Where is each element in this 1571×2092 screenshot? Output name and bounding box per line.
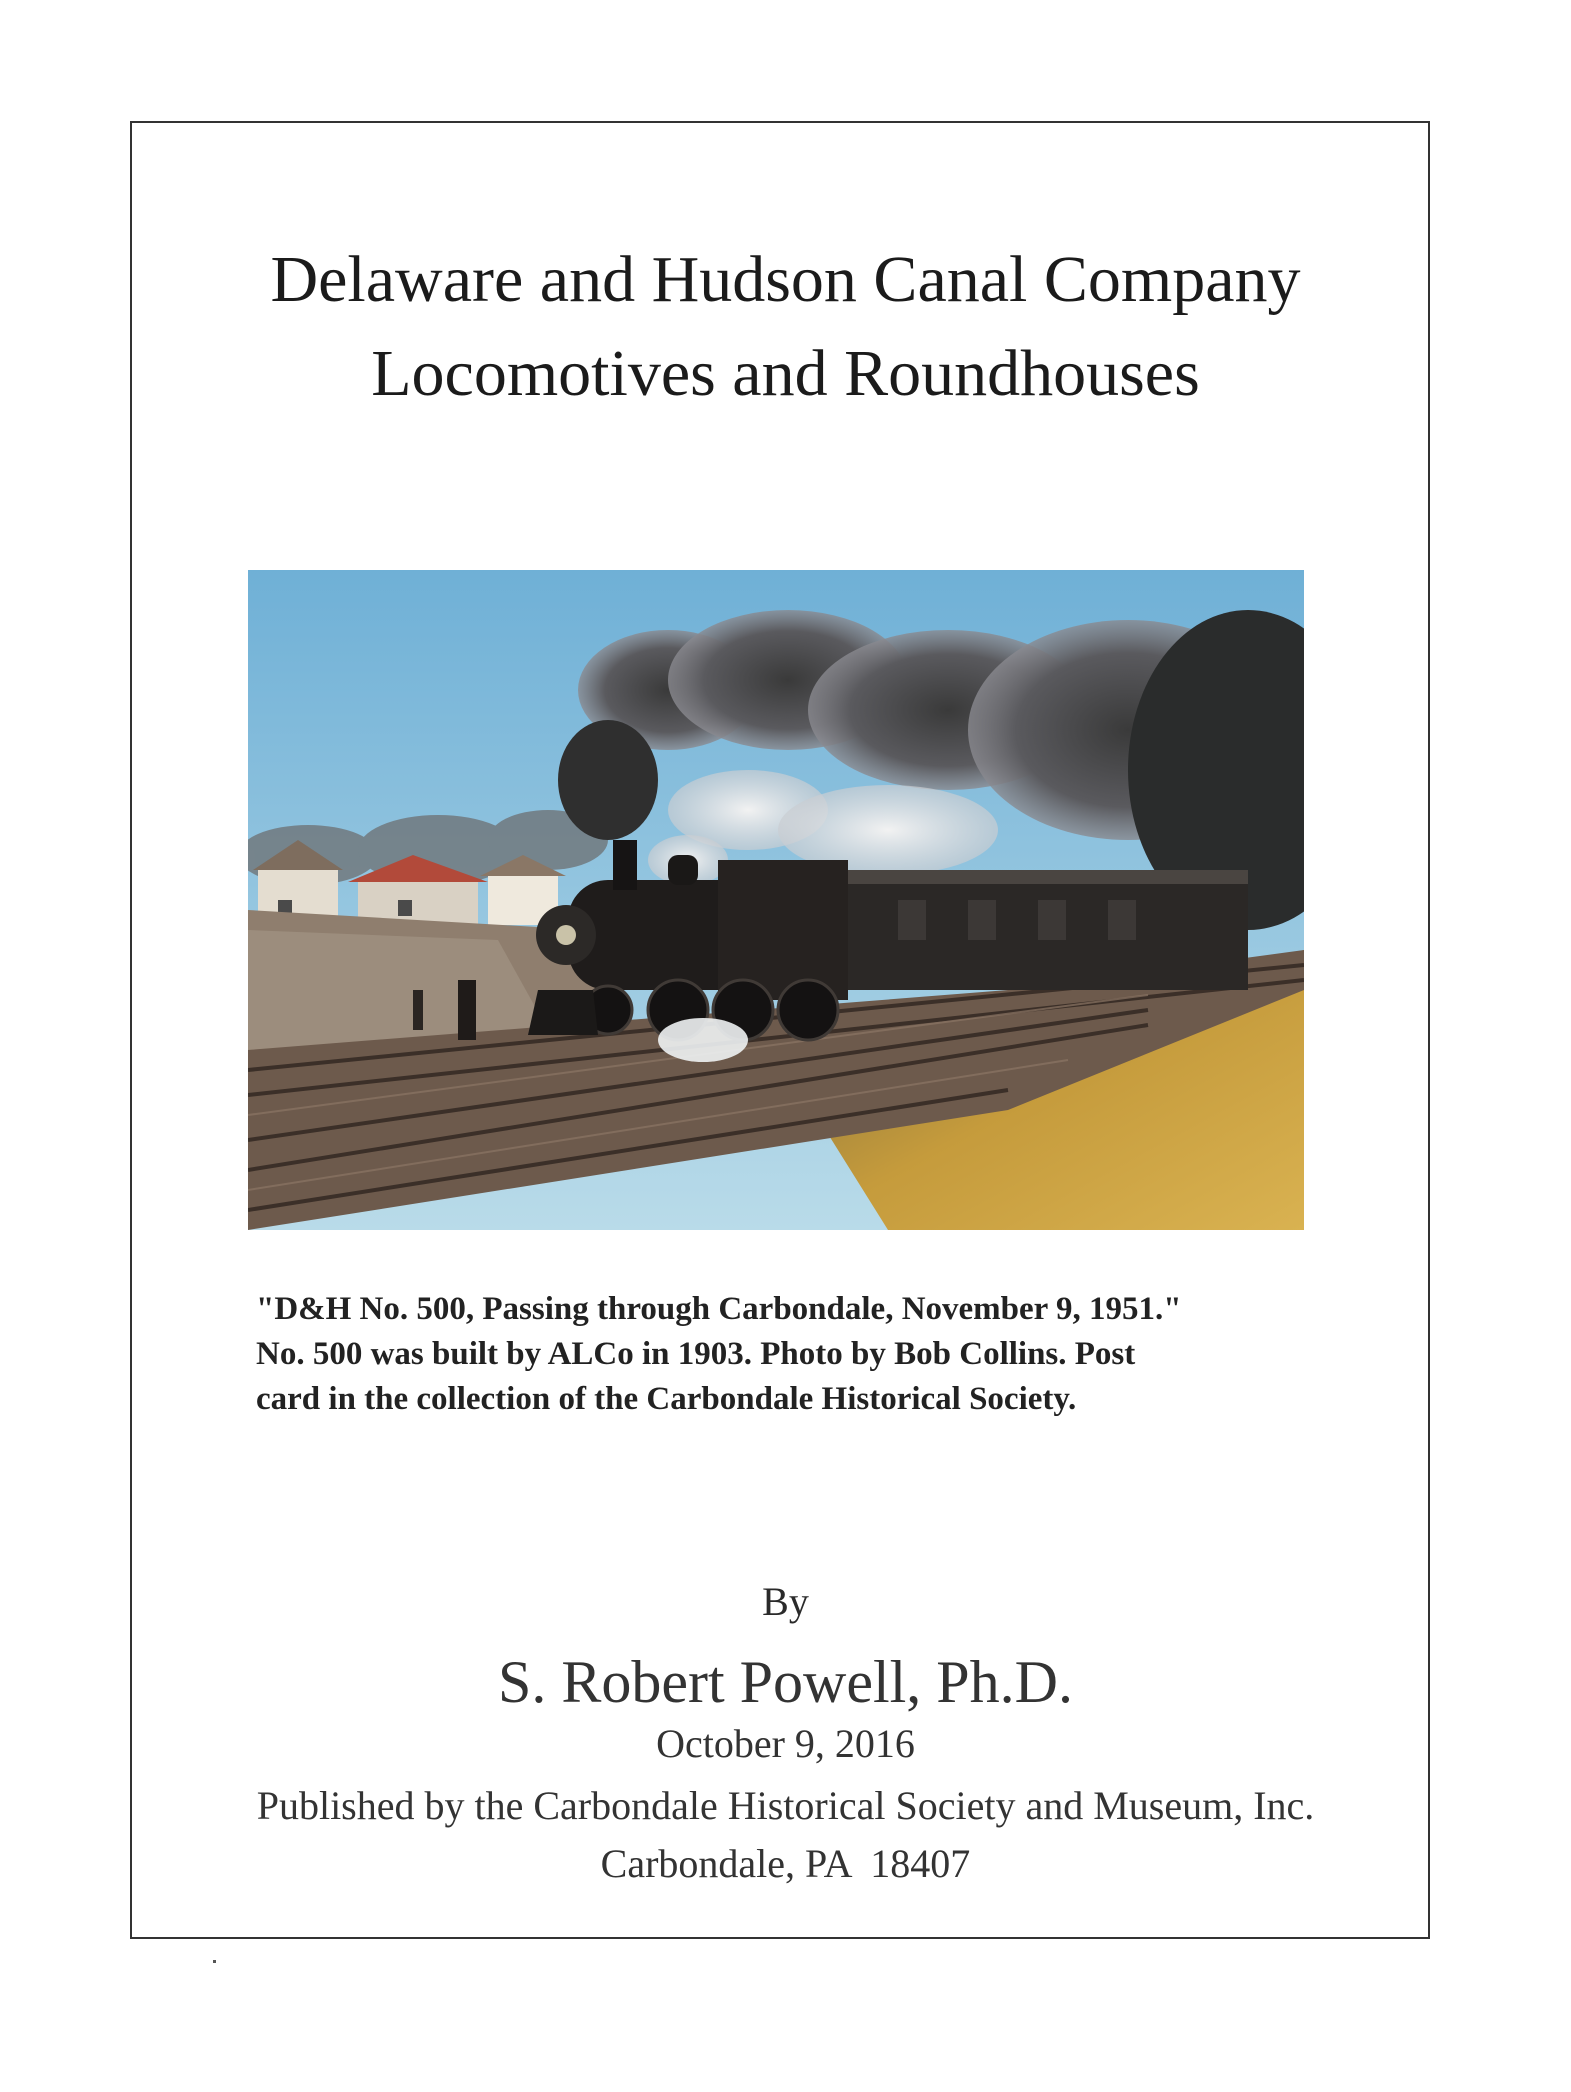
scan-speck xyxy=(213,1960,216,1963)
title-line-2: Locomotives and Roundhouses xyxy=(371,337,1200,410)
caption-line-3: card in the collection of the Carbondale Historical Society. xyxy=(256,1381,1077,1417)
locomotive-photo xyxy=(248,570,1304,1230)
locomotive-photo-illustration xyxy=(248,570,1304,1230)
title-line-1: Delaware and Hudson Canal Company xyxy=(270,243,1301,316)
photo-caption xyxy=(256,1287,1356,1422)
caption-line-1: "D&H No. 500, Passing through Carbondale, November 9, 1951." xyxy=(256,1291,1182,1327)
author-name: S. Robert Powell, Ph.D. xyxy=(497,1649,1074,1715)
publisher: Published by the Carbondale Historical Society and Museum, Inc. xyxy=(256,1783,1315,1828)
publication-date: October 9, 2016 xyxy=(656,1721,915,1766)
by-label: By xyxy=(762,1579,809,1624)
caption-line-2: No. 500 was built by ALCo in 1903. Photo by Bob Collins. Post xyxy=(256,1336,1136,1372)
publisher-location: Carbondale, PA 18407 xyxy=(600,1841,971,1886)
